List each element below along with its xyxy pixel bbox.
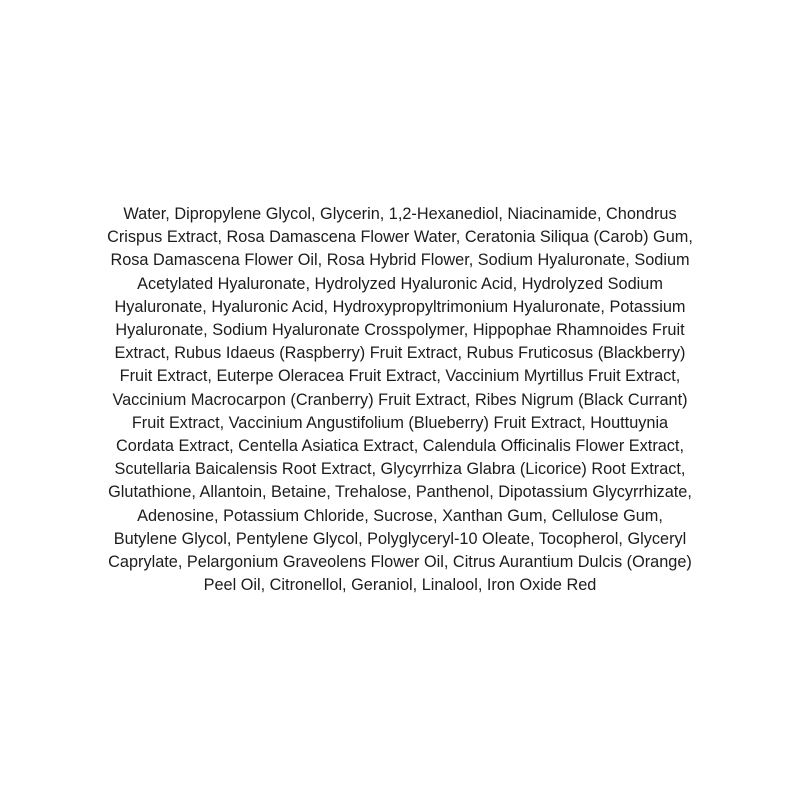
ingredient-line-10: Fruit Extract, Vaccinium Angustifolium (Blueberry) Fruit Extract, Houttuynia: [131, 413, 669, 432]
ingredient-line-14: Adenosine, Potassium Chloride, Sucrose, Xanthan Gum, Cellulose Gum,: [137, 506, 663, 525]
ingredient-line-12: Scutellaria Baicalensis Root Extract, Glycyrrhiza Glabra (Licorice) Root Extract,: [114, 460, 686, 479]
ingredient-line-4: Acetylated Hyaluronate, Hydrolyzed Hyaluronic Acid, Hydrolyzed Sodium: [137, 274, 663, 293]
ingredient-line-2: Crispus Extract, Rosa Damascena Flower Water, Ceratonia Siliqua (Carob) Gum,: [107, 228, 693, 247]
ingredient-line-8: Fruit Extract, Euterpe Oleracea Fruit Extract, Vaccinium Myrtillus Fruit Extract,: [119, 367, 681, 386]
ingredient-line-9: Vaccinium Macrocarpon (Cranberry) Fruit Extract, Ribes Nigrum (Black Currant): [112, 390, 688, 409]
ingredient-line-15: Butylene Glycol, Pentylene Glycol, Polyglyceryl-10 Oleate, Tocopherol, Glyceryl: [113, 529, 687, 548]
ingredient-line-17: Peel Oil, Citronellol, Geraniol, Linalool, Iron Oxide Red: [203, 576, 597, 595]
ingredient-list: [60, 203, 740, 597]
ingredient-line-6: Hyaluronate, Sodium Hyaluronate Crosspolymer, Hippophae Rhamnoides Fruit: [115, 321, 685, 340]
ingredient-line-11: Cordata Extract, Centella Asiatica Extract, Calendula Officinalis Flower Extract,: [116, 437, 684, 456]
ingredient-line-7: Extract, Rubus Idaeus (Raspberry) Fruit Extract, Rubus Fruticosus (Blackberry): [114, 344, 686, 363]
ingredient-line-5: Hyaluronate, Hyaluronic Acid, Hydroxypropyltrimonium Hyaluronate, Potassium: [114, 297, 686, 316]
ingredient-line-16: Caprylate, Pelargonium Graveolens Flower Oil, Citrus Aurantium Dulcis (Orange): [108, 553, 692, 572]
ingredient-line-13: Glutathione, Allantoin, Betaine, Trehalose, Panthenol, Dipotassium Glycyrrhizate,: [108, 483, 692, 502]
ingredient-line-3: Rosa Damascena Flower Oil, Rosa Hybrid Flower, Sodium Hyaluronate, Sodium: [110, 251, 690, 270]
ingredient-line-1: Water, Dipropylene Glycol, Glycerin, 1,2-Hexanediol, Niacinamide, Chondrus: [123, 205, 677, 223]
